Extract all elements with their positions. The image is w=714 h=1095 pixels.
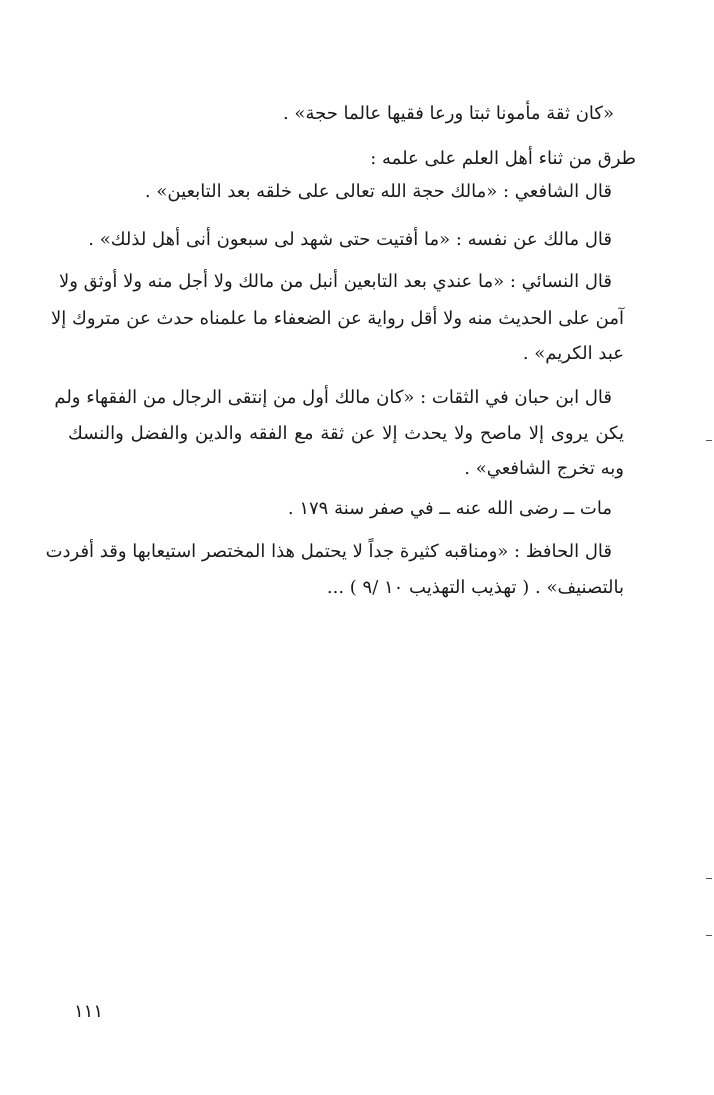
text-line-12: قال الحافظ : «ومناقبه كثيرة جداً لا يحتمل هذا المختصر استيعابها وقد أفردت — [45, 541, 612, 562]
text-line-6: آمن على الحديث منه ولا أقل رواية عن الضعفاء ما علمناه حدث عن متروك إلا — [51, 308, 624, 329]
text-line-7: عبد الكريم» . — [522, 343, 624, 364]
text-line-3: قال الشافعي : «مالك حجة الله تعالى على خلقه بعد التابعين» . — [144, 181, 612, 202]
text-line-13: بالتصنيف» . ( تهذيب التهذيب ١٠ /٩ ) ... — [326, 577, 624, 598]
edge-mark — [706, 935, 712, 936]
text-line-10: وبه تخرج الشافعي» . — [464, 458, 624, 479]
edge-mark — [706, 878, 712, 879]
text-line-8: قال ابن حبان في الثقات : «كان مالك أول من إنتقى الرجال من الفقهاء ولم — [54, 387, 612, 408]
text-line-9: يكن يروى إلا ماصح ولا يحدث إلا عن ثقة مع الفقه والدين والفضل والنسك — [68, 423, 624, 444]
text-line-1: «كان ثقة مأمونا ثبتا ورعا فقيها عالما حجة» . — [282, 103, 614, 124]
edge-mark — [706, 440, 712, 441]
text-line-4: قال مالك عن نفسه : «ما أفتيت حتى شهد لى سبعون أنى أهل لذلك» . — [88, 229, 612, 250]
section-heading: طرق من ثناء أهل العلم على علمه : — [370, 148, 636, 169]
page-number: ١١١ — [74, 1001, 104, 1022]
text-line-5: قال النسائي : «ما عندي بعد التابعين أنبل من مالك ولا أجل منه ولا أوثق ولا — [58, 271, 612, 292]
text-line-11: مات ــ رضى الله عنه ــ في صفر سنة ١٧٩ . — [287, 498, 612, 519]
